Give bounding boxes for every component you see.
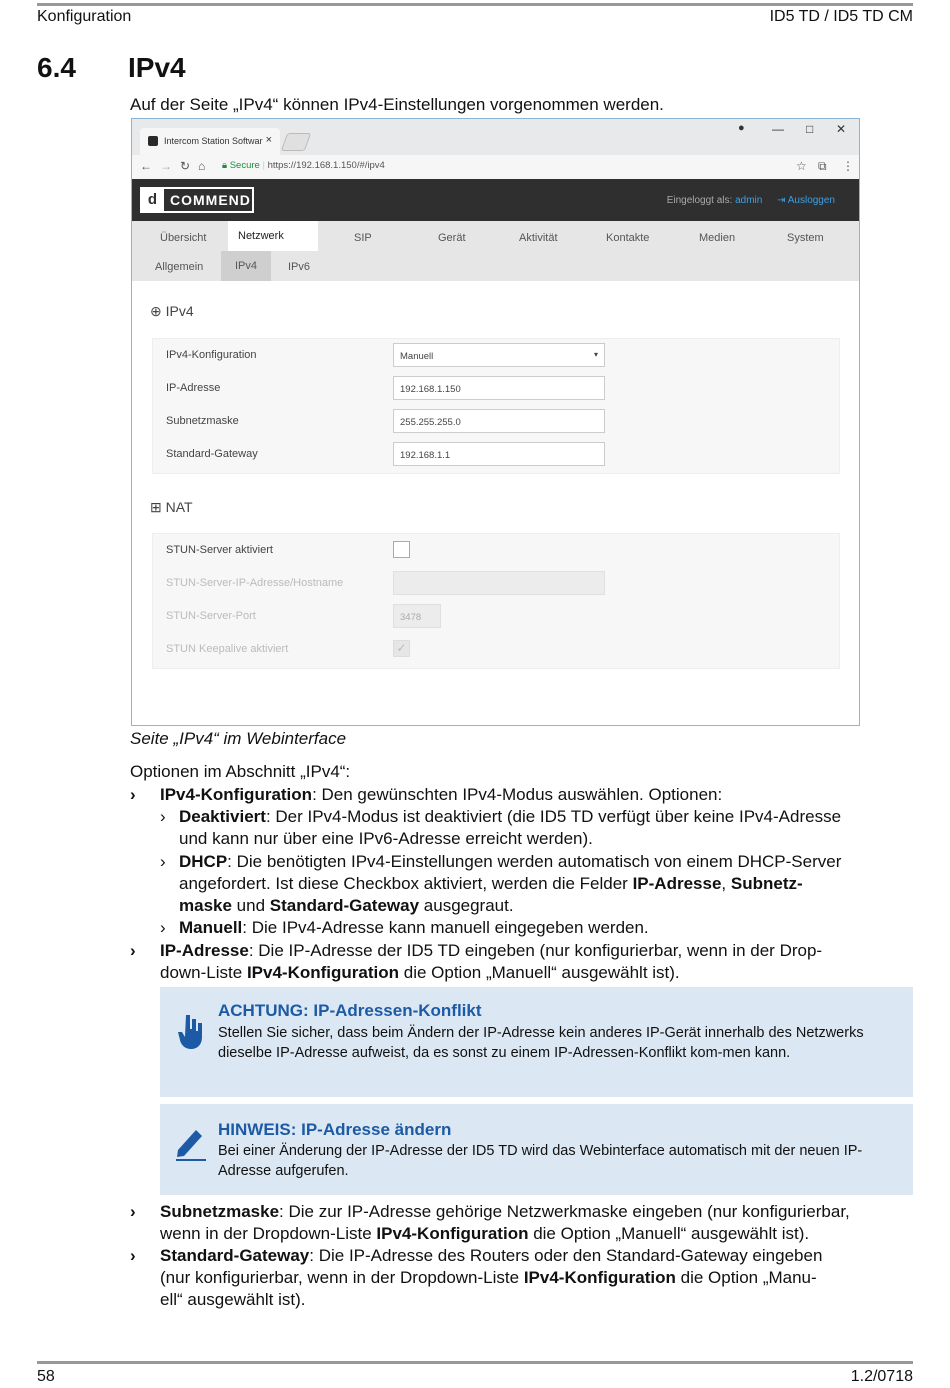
gateway-row bbox=[153, 438, 839, 471]
ipv4-config-row bbox=[153, 339, 839, 372]
pencil-icon bbox=[174, 1124, 208, 1167]
nav-geraet[interactable]: Gerät bbox=[438, 232, 466, 244]
minimize-icon[interactable]: — bbox=[772, 122, 784, 136]
option-dhcp: DHCP: Die benötigten IPv4-Einstellungen werden automatisch von einem DHCP-Server bbox=[179, 852, 842, 871]
globe-icon: ⊕ bbox=[150, 303, 162, 319]
back-icon[interactable]: ← bbox=[140, 159, 152, 173]
header-chapter: Konfiguration bbox=[37, 8, 132, 25]
bookmark-star-icon[interactable]: ☆ bbox=[796, 159, 807, 173]
nav-medien[interactable]: Medien bbox=[699, 232, 736, 244]
page-number: 58 bbox=[37, 1368, 55, 1385]
gateway-input[interactable]: 192.168.1.1 bbox=[393, 442, 605, 466]
sub-arrow-icon: › bbox=[160, 918, 166, 937]
field-label: STUN-Server aktiviert bbox=[166, 544, 273, 556]
main-navigation bbox=[132, 221, 859, 281]
note-callout bbox=[160, 1104, 913, 1195]
ipv4-settings-panel bbox=[152, 338, 840, 474]
option-deaktiviert: Deaktiviert: Der IPv4-Modus ist deaktiviert (die ID5 TD verfügt über keine IPv4-Adresse bbox=[179, 807, 842, 826]
field-label: Standard-Gateway bbox=[166, 448, 258, 460]
option-dhcp-cont: angefordert. Ist diese Checkbox aktiviert, werden die Felder IP-Adresse, Subnetz- bbox=[179, 874, 803, 893]
bullet-gateway: Standard-Gateway: Die IP-Adresse des Routers oder den Standard-Gateway eingeben bbox=[160, 1246, 823, 1265]
sub-arrow-icon: › bbox=[160, 807, 166, 826]
logout-link[interactable]: Ausloggen bbox=[787, 195, 835, 206]
lock-icon: 🔒︎ bbox=[222, 160, 228, 171]
commend-logo: d COMMEND bbox=[140, 187, 254, 213]
subnet-mask-row bbox=[153, 405, 839, 438]
warning-callout bbox=[160, 987, 913, 1097]
field-label: STUN-Server-IP-Adresse/Hostname bbox=[166, 577, 344, 589]
warning-text: Stellen Sie sicher, dass beim Ändern der IP-Adresse kein anderes IP-Gerät innerhalb des Netzwerks dieselbe IP-Adresse aufweist, da es sonst zu einem IP-Adressen-Konflikt kom-men kann. bbox=[218, 1025, 864, 1061]
close-tab-icon[interactable]: × bbox=[265, 134, 272, 146]
intro-text: Auf der Seite „IPv4“ können IPv4-Einstellungen vorgenommen werden. bbox=[130, 95, 664, 114]
footer-rule bbox=[37, 1361, 913, 1364]
field-label: IPv4-Konfiguration bbox=[166, 349, 257, 361]
note-text: Bei einer Änderung der IP-Adresse der ID5 TD wird das Webinterface automatisch mit der neuen IP-Adresse aufgerufen. bbox=[218, 1143, 863, 1179]
header-rule bbox=[37, 3, 913, 6]
subnav-ipv6[interactable]: IPv6 bbox=[288, 261, 311, 273]
bullet-subnet-mask-cont: wenn in der Dropdown-Liste IPv4-Konfiguration die Option „Manuell“ ausgewählt ist). bbox=[160, 1224, 810, 1243]
bullet-arrow-icon: › bbox=[130, 1202, 136, 1221]
stun-host-row bbox=[153, 567, 839, 600]
bullet-ipv4-config: IPv4-Konfiguration: Den gewünschten IPv4-Modus auswählen. Optionen: bbox=[160, 785, 723, 804]
url-field[interactable]: 🔒︎ Secure | https://192.168.1.150/#/ipv4 bbox=[222, 160, 385, 171]
option-dhcp-cont2: maske und Standard-Gateway ausgegraut. bbox=[179, 896, 514, 915]
field-label: STUN-Server-Port bbox=[166, 610, 256, 622]
option-deaktiviert-cont: und kann nur über eine IPv6-Adresse erreicht werden). bbox=[179, 829, 593, 848]
ip-address-input[interactable]: 192.168.1.150 bbox=[393, 376, 605, 400]
ipv4-section-heading: ⊕ IPv4 bbox=[150, 303, 194, 319]
stun-keepalive-checkbox: ✓ bbox=[393, 640, 410, 657]
nav-uebersicht[interactable]: Übersicht bbox=[160, 232, 207, 244]
bullet-arrow-icon: › bbox=[130, 1246, 136, 1265]
hand-stop-icon bbox=[178, 1013, 204, 1054]
browser-tabbar bbox=[132, 119, 859, 155]
field-label: STUN Keepalive aktiviert bbox=[166, 643, 289, 655]
subnav-allgemein[interactable]: Allgemein bbox=[155, 261, 204, 273]
user-link[interactable]: admin bbox=[735, 195, 763, 206]
browser-tab[interactable] bbox=[140, 128, 280, 155]
profile-icon[interactable]: ● bbox=[738, 122, 745, 134]
logout-icon[interactable]: ⇥ bbox=[777, 195, 786, 206]
bullet-subnet-mask: Subnetzmaske: Die zur IP-Adresse gehörige Netzwerkmaske eingeben (nur konfigurierbar, bbox=[160, 1202, 850, 1221]
stun-port-row bbox=[153, 600, 839, 633]
bullet-gateway-cont: (nur konfigurierbar, wenn in der Dropdown-Liste IPv4-Konfiguration die Option „Manu- bbox=[160, 1268, 817, 1287]
nav-sip[interactable]: SIP bbox=[354, 232, 372, 244]
bullet-gateway-cont2: ell“ ausgewählt ist). bbox=[160, 1290, 306, 1309]
reload-icon[interactable]: ↻ bbox=[180, 159, 191, 173]
stun-host-input bbox=[393, 571, 605, 595]
app-header bbox=[132, 179, 859, 221]
doc-version: 1.2/0718 bbox=[850, 1368, 913, 1385]
field-label: IP-Adresse bbox=[166, 382, 221, 394]
cast-icon[interactable]: ⧉ bbox=[818, 159, 827, 173]
nav-netzwerk[interactable]: Netzwerk bbox=[228, 221, 318, 251]
warning-title: ACHTUNG: IP-Adressen-Konflikt bbox=[218, 1001, 482, 1020]
favicon-icon bbox=[148, 136, 158, 146]
subnet-mask-input[interactable]: 255.255.255.0 bbox=[393, 409, 605, 433]
address-bar bbox=[132, 155, 859, 180]
header-product: ID5 TD / ID5 TD CM bbox=[769, 8, 913, 25]
new-tab-button[interactable] bbox=[281, 133, 312, 151]
field-label: Subnetzmaske bbox=[166, 415, 239, 427]
stun-enabled-row bbox=[153, 534, 839, 567]
nav-kontakte[interactable]: Kontakte bbox=[606, 232, 650, 244]
webinterface-screenshot bbox=[131, 118, 860, 726]
tab-title: Intercom Station Softwar bbox=[164, 136, 263, 146]
secure-label: Secure bbox=[229, 160, 260, 171]
forward-icon[interactable]: → bbox=[160, 159, 172, 173]
network-icon: ⊞ bbox=[150, 499, 162, 515]
stun-port-input: 3478 bbox=[393, 604, 441, 628]
close-window-icon[interactable]: ✕ bbox=[836, 122, 847, 136]
stun-keepalive-row bbox=[153, 633, 839, 666]
bullet-ip-address-cont: down-Liste IPv4-Konfiguration die Option „Manuell“ ausgewählt ist). bbox=[160, 963, 680, 982]
url-text: https://192.168.1.150/#/ipv4 bbox=[267, 160, 385, 171]
nat-settings-panel bbox=[152, 533, 840, 669]
home-icon[interactable]: ⌂ bbox=[198, 159, 206, 173]
nav-aktivitaet[interactable]: Aktivität bbox=[519, 232, 558, 244]
note-title: HINWEIS: IP-Adresse ändern bbox=[218, 1120, 452, 1139]
nat-section-heading: ⊞ NAT bbox=[150, 499, 193, 515]
maximize-icon[interactable]: □ bbox=[806, 122, 814, 136]
stun-enabled-checkbox[interactable] bbox=[393, 541, 410, 558]
options-intro: Optionen im Abschnitt „IPv4“: bbox=[130, 762, 351, 781]
dropdown-caret-icon: ▾ bbox=[593, 350, 598, 359]
nav-system[interactable]: System bbox=[787, 232, 824, 244]
bullet-arrow-icon: › bbox=[130, 785, 136, 804]
section-number: 6.4 bbox=[37, 52, 76, 83]
section-title: IPv4 bbox=[128, 52, 186, 83]
ip-address-row bbox=[153, 372, 839, 405]
option-manuell: Manuell: Die IPv4-Adresse kann manuell eingegeben werden. bbox=[179, 918, 649, 937]
login-status: Eingeloggt als: admin ⇥ Ausloggen bbox=[666, 195, 835, 206]
figure-caption: Seite „IPv4“ im Webinterface bbox=[130, 729, 347, 748]
bullet-arrow-icon: › bbox=[130, 941, 136, 960]
sub-arrow-icon: › bbox=[160, 852, 166, 871]
bullet-ip-address: IP-Adresse: Die IP-Adresse der ID5 TD eingeben (nur konfigurierbar, wenn in der Drop- bbox=[160, 941, 823, 960]
subnav-ipv4[interactable]: IPv4 bbox=[221, 251, 271, 281]
menu-dots-icon[interactable]: ⋮ bbox=[842, 159, 854, 173]
ipv4-config-select[interactable]: Manuell ▾ bbox=[393, 343, 605, 367]
